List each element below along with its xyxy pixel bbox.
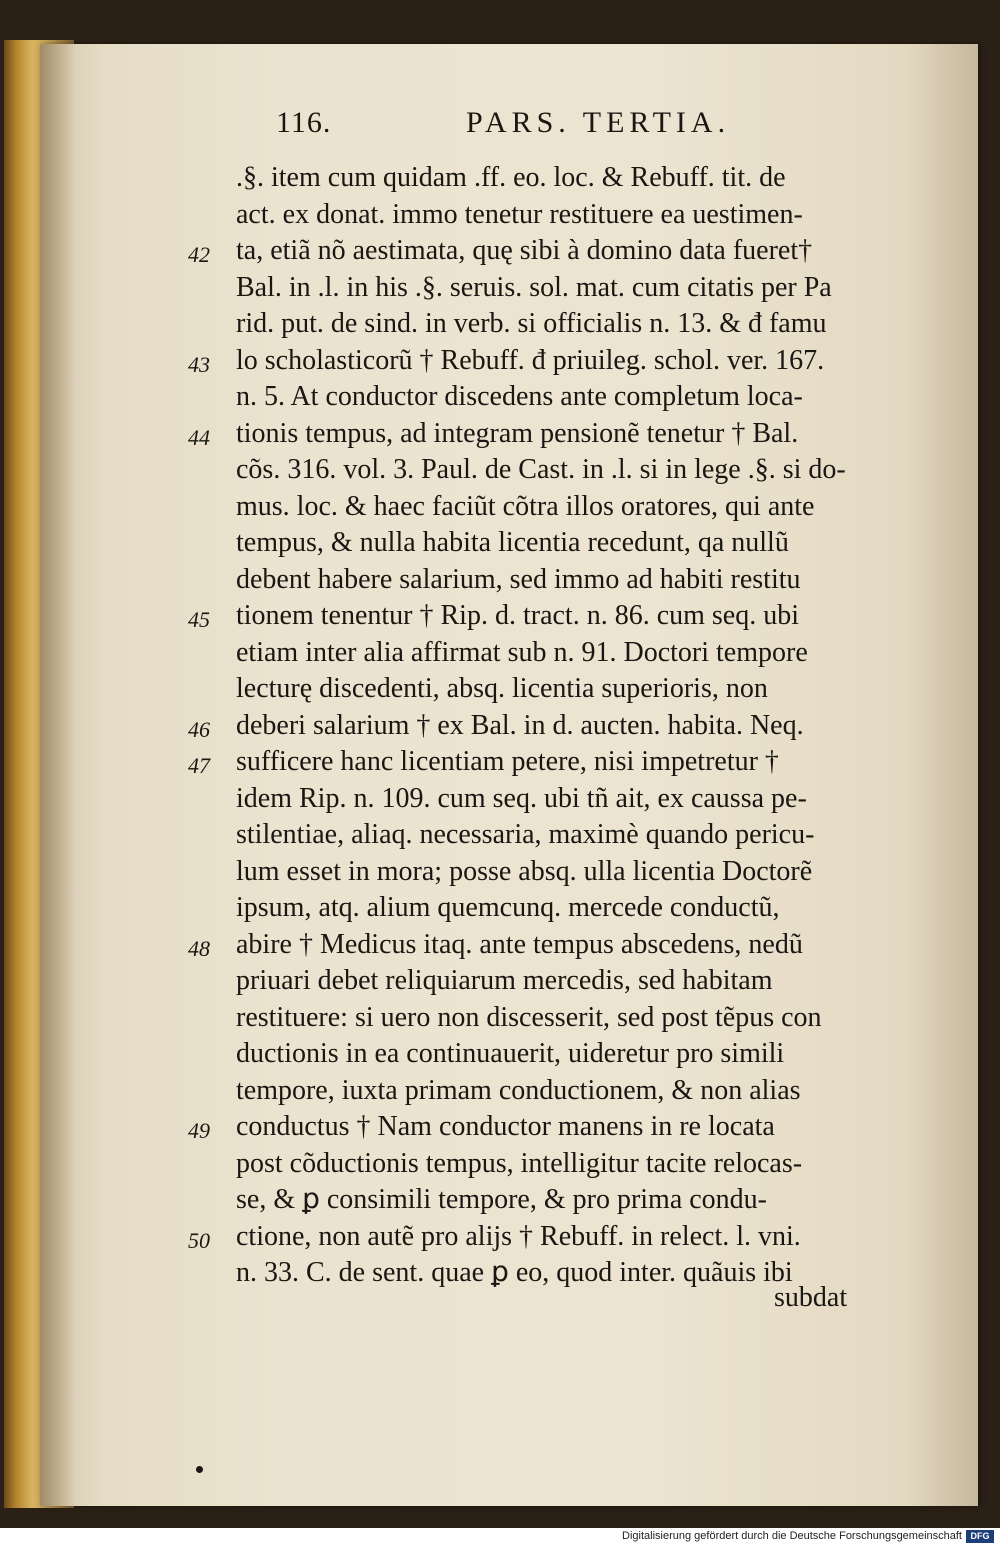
line-text: act. ex donat. immo tenetur restituere ea uestimen- [236,198,803,230]
line-text: tionem tenentur † Rip. d. tract. n. 86. cum seq. ubi [236,600,800,631]
line-text: sufficere hanc licentiam petere, nisi impetretur † [236,746,779,777]
text-line [236,1036,952,1073]
line-text: Bal. in .l. in his .§. seruis. sol. mat. cum citatis per Pa [236,271,832,303]
text-line [236,890,952,927]
text-line [188,927,952,964]
catchword: subdat [774,1282,848,1313]
line-text: lo scholasticorũ † Rebuff. đ priuileg. schol. ver. 167. [236,344,825,376]
text-line [188,598,952,635]
line-text: priuari debet reliquiarum mercedis, sed habitam [236,965,773,996]
margin-note-number: 46 [188,716,210,742]
margin-note-number: 43 [188,351,210,377]
line-text: cõs. 316. vol. 3. Paul. de Cast. in .l. si in lege .§. si do- [236,454,846,485]
running-head-title: PARS. TERTIA. [466,106,731,139]
text-line [236,635,952,672]
line-text: lum esset in mora; posse absq. ulla licentia Doctorẽ [236,855,813,887]
ink-dot [196,1466,203,1473]
text-line [236,671,952,708]
dfg-logo: DFG [966,1530,994,1543]
line-text: rid. put. de sind. in verb. si officialis n. 13. & đ famu [236,308,827,339]
text-line [236,781,952,818]
line-text: .§. item cum quidam .ff. eo. loc. & Rebuff. tit. de [236,162,786,193]
line-text: tempus, & nulla habita licentia recedunt, qa nullũ [236,527,789,558]
line-text: ctione, non autẽ pro alijs † Rebuff. in relect. l. vni. [236,1220,801,1252]
line-text: abire † Medicus itaq. ante tempus abscedens, nedũ [236,928,803,960]
text-line [236,306,952,343]
margin-note-number: 42 [188,242,210,267]
line-text: ipsum, atq. alium quemcunq. mercede conductũ, [236,892,780,923]
text-line [188,233,952,270]
line-text: post cõductionis tempus, intelligitur tacite relocas- [236,1147,803,1179]
footer-bar [0,1528,1000,1546]
text-line [188,1109,952,1146]
line-text: debent habere salarium, sed immo ad habiti restitu [236,563,801,595]
line-text: ductionis in ea continuauerit, uideretur pro simili [236,1038,785,1069]
line-text: restituere: si uero non discesserit, sed post tẽpus con [236,1001,822,1033]
text-line [236,1000,952,1037]
text-line [236,963,952,1000]
line-text: conductus † Nam conductor manens in re locata [236,1111,775,1142]
text-line [236,817,952,854]
line-text: n. 5. At conductor discedens ante completum loca- [236,381,803,412]
page-gutter-shadow [40,44,76,1506]
text-line [236,854,952,891]
footer-credit: Digitalisierung gefördert durch die Deutsche Forschungsgemeinschaft [622,1530,962,1542]
margin-note-number: 50 [188,1227,210,1253]
text-line [188,1219,952,1256]
margin-note-number: 49 [188,1118,210,1143]
line-text: etiam inter alia affirmat sub n. 91. Doctori tempore [236,636,808,668]
line-text: tionis tempus, ad integram pensionẽ tenetur † Bal. [236,417,799,449]
text-line [188,744,952,781]
text-line [236,160,952,197]
text-line [236,562,952,599]
text-line [236,525,952,562]
text-line [236,270,952,307]
margin-note-number: 44 [188,424,210,450]
text-line [236,379,952,416]
line-text: se, & ꝑ consimili tempore, & pro prima condu- [236,1184,768,1215]
line-text: deberi salarium † ex Bal. in d. aucten. habita. Neq. [236,709,804,741]
text-line [188,343,952,380]
line-text: lecturę discedenti, absq. licentia superioris, non [236,673,768,704]
text-line [236,452,952,489]
line-text: stilentiae, aliaq. necessaria, maximè quando pericu- [236,819,815,850]
text-block [188,160,952,1292]
line-text: idem Rip. n. 109. cum seq. ubi tñ ait, ex caussa pe- [236,782,807,814]
margin-note-number: 45 [188,607,210,632]
line-text: ta, etiã nõ aestimata, quę sibi à domino data fueret† [236,235,813,266]
page-number: 116. [276,106,332,139]
text-line [236,1146,952,1183]
text-line [236,489,952,526]
line-text: n. 33. C. de sent. quae ꝑ eo, quod inter. quãuis ibi [236,1257,793,1288]
line-text: mus. loc. & haec faciũt cõtra illos oratores, qui ante [236,490,815,522]
running-head [276,106,776,146]
text-line [188,708,952,745]
text-line [236,197,952,234]
line-text: tempore, iuxta primam conductionem, & non alias [236,1074,801,1106]
text-line [236,1182,952,1219]
margin-note-number: 48 [188,935,210,961]
text-line [236,1073,952,1110]
text-line [188,416,952,453]
margin-note-number: 47 [188,753,210,778]
